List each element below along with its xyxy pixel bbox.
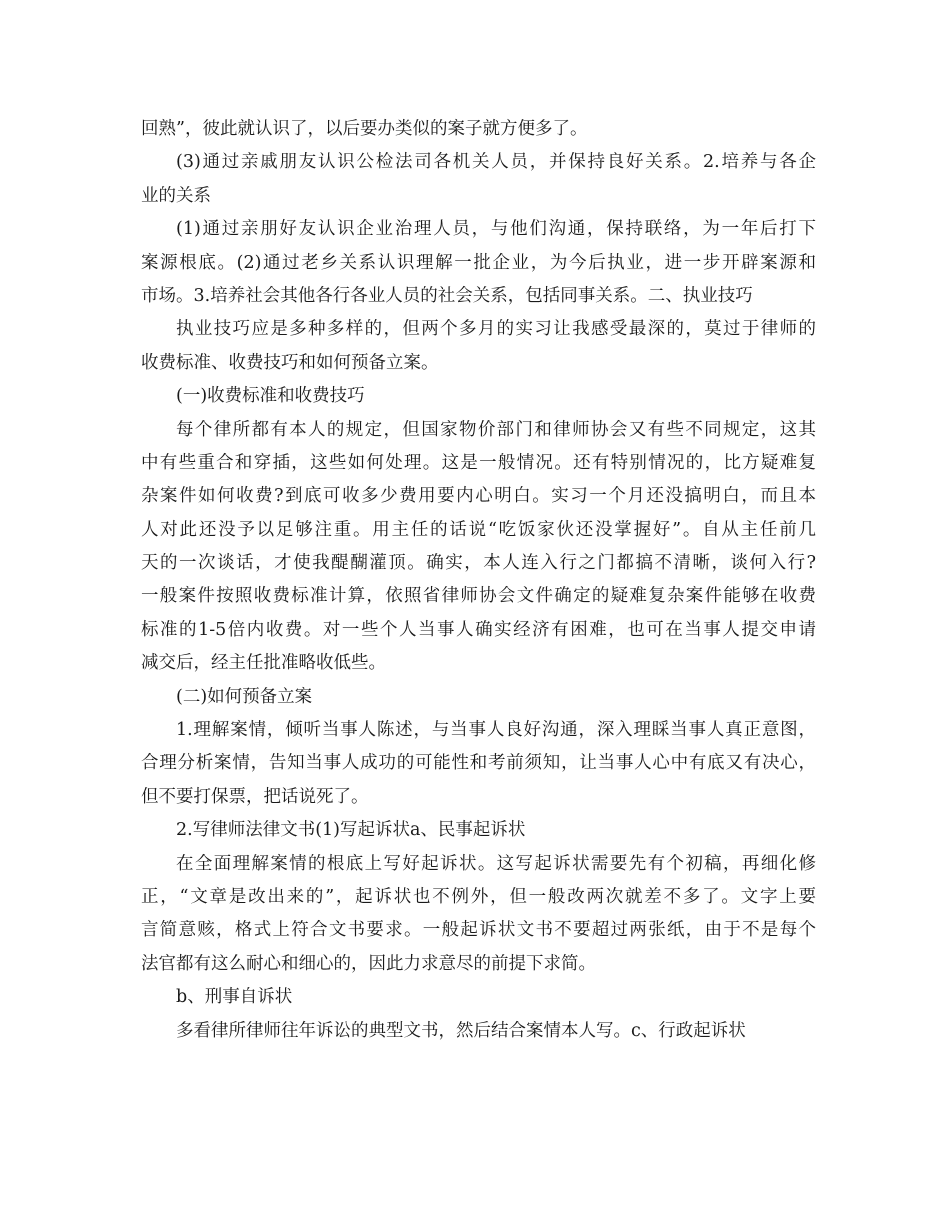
text-line: 2.写律师法律文书(1)写起诉状a、民事起诉状 xyxy=(176,820,526,841)
text-line: 中有些重合和穿插，这些如何处理。这是一般情况。还有特别情况的，比方疑难复 xyxy=(141,452,816,473)
text-line: 法官都有这么耐心和细心的，因此力求意尽的前提下求简。 xyxy=(141,953,596,974)
text-line: 业的关系 xyxy=(141,185,211,206)
text-line: 执业技巧应是多种多样的，但两个多月的实习让我感受最深的，莫过于律师的 xyxy=(176,319,816,340)
text-line: b、刑事自诉状 xyxy=(176,987,293,1008)
text-line: 回熟”，彼此就认识了，以后要办类似的案子就方便多了。 xyxy=(141,119,588,139)
text-line: (3)通过亲戚朋友认识公检法司各机关人员，并保持良好关系。2.培养与各企 xyxy=(176,152,816,173)
text-line: 合理分析案情，告知当事人成功的可能性和考前须知，让当事人心中有底又有决心， xyxy=(141,753,816,774)
text-line: 天的一次谈话，才使我醍醐灌顶。确实，本人连入行之门都搞不清晰，谈何入行? xyxy=(141,553,816,574)
text-line: 收费标准、收费技巧和如何预备立案。 xyxy=(141,352,439,373)
text-line: 人对此还没予以足够注重。用主任的话说“吃饭家伙还没掌握好”。自从主任前几 xyxy=(141,519,816,540)
text-line: 多看律所律师往年诉讼的典型文书，然后结合案情本人写。c、行政起诉状 xyxy=(176,1020,746,1041)
text-line: 正，“文章是改出来的”，起诉状也不例外，但一般改两次就差不多了。文字上要 xyxy=(141,886,816,907)
text-line: 案源根底。(2)通过老乡关系认识理解一批企业，为今后执业，进一步开辟案源和 xyxy=(141,252,816,273)
text-line: (1)通过亲朋好友认识企业治理人员，与他们沟通，保持联络，为一年后打下 xyxy=(176,219,816,240)
text-line: 在全面理解案情的根底上写好起诉状。这写起诉状需要先有个初稿，再细化修 xyxy=(176,853,816,874)
text-line: 1.理解案情，倾听当事人陈述，与当事人良好沟通，深入理睬当事人真正意图， xyxy=(176,720,816,741)
text-line: 一般案件按照收费标准计算，依照省律师协会文件确定的疑难复杂案件能够在收费 xyxy=(141,586,816,607)
text-line: 言简意赅，格式上符合文书要求。一般起诉状文书不要超过两张纸，由于不是每个 xyxy=(141,920,816,941)
text-line: 市场。3.培养社会其他各行各业人员的社会关系，包括同事关系。二、执业技巧 xyxy=(141,285,753,306)
section-heading: (二)如何预备立案 xyxy=(176,686,313,707)
section-heading: (一)收费标准和收费技巧 xyxy=(176,386,365,407)
text-line: 但不要打保票，把话说死了。 xyxy=(141,786,369,807)
text-line: 每个律所都有本人的规定，但国家物价部门和律师协会又有些不同规定，这其 xyxy=(176,419,816,440)
text-line: 减交后，经主任批准略收低些。 xyxy=(141,653,386,674)
document-body xyxy=(141,113,816,1048)
text-line: 标准的1-5倍内收费。对一些个人当事人确实经济有困难，也可在当事人提交申请 xyxy=(141,619,816,640)
text-line: 杂案件如何收费?到底可收多少费用要内心明白。实习一个月还没搞明白，而且本 xyxy=(141,486,816,507)
